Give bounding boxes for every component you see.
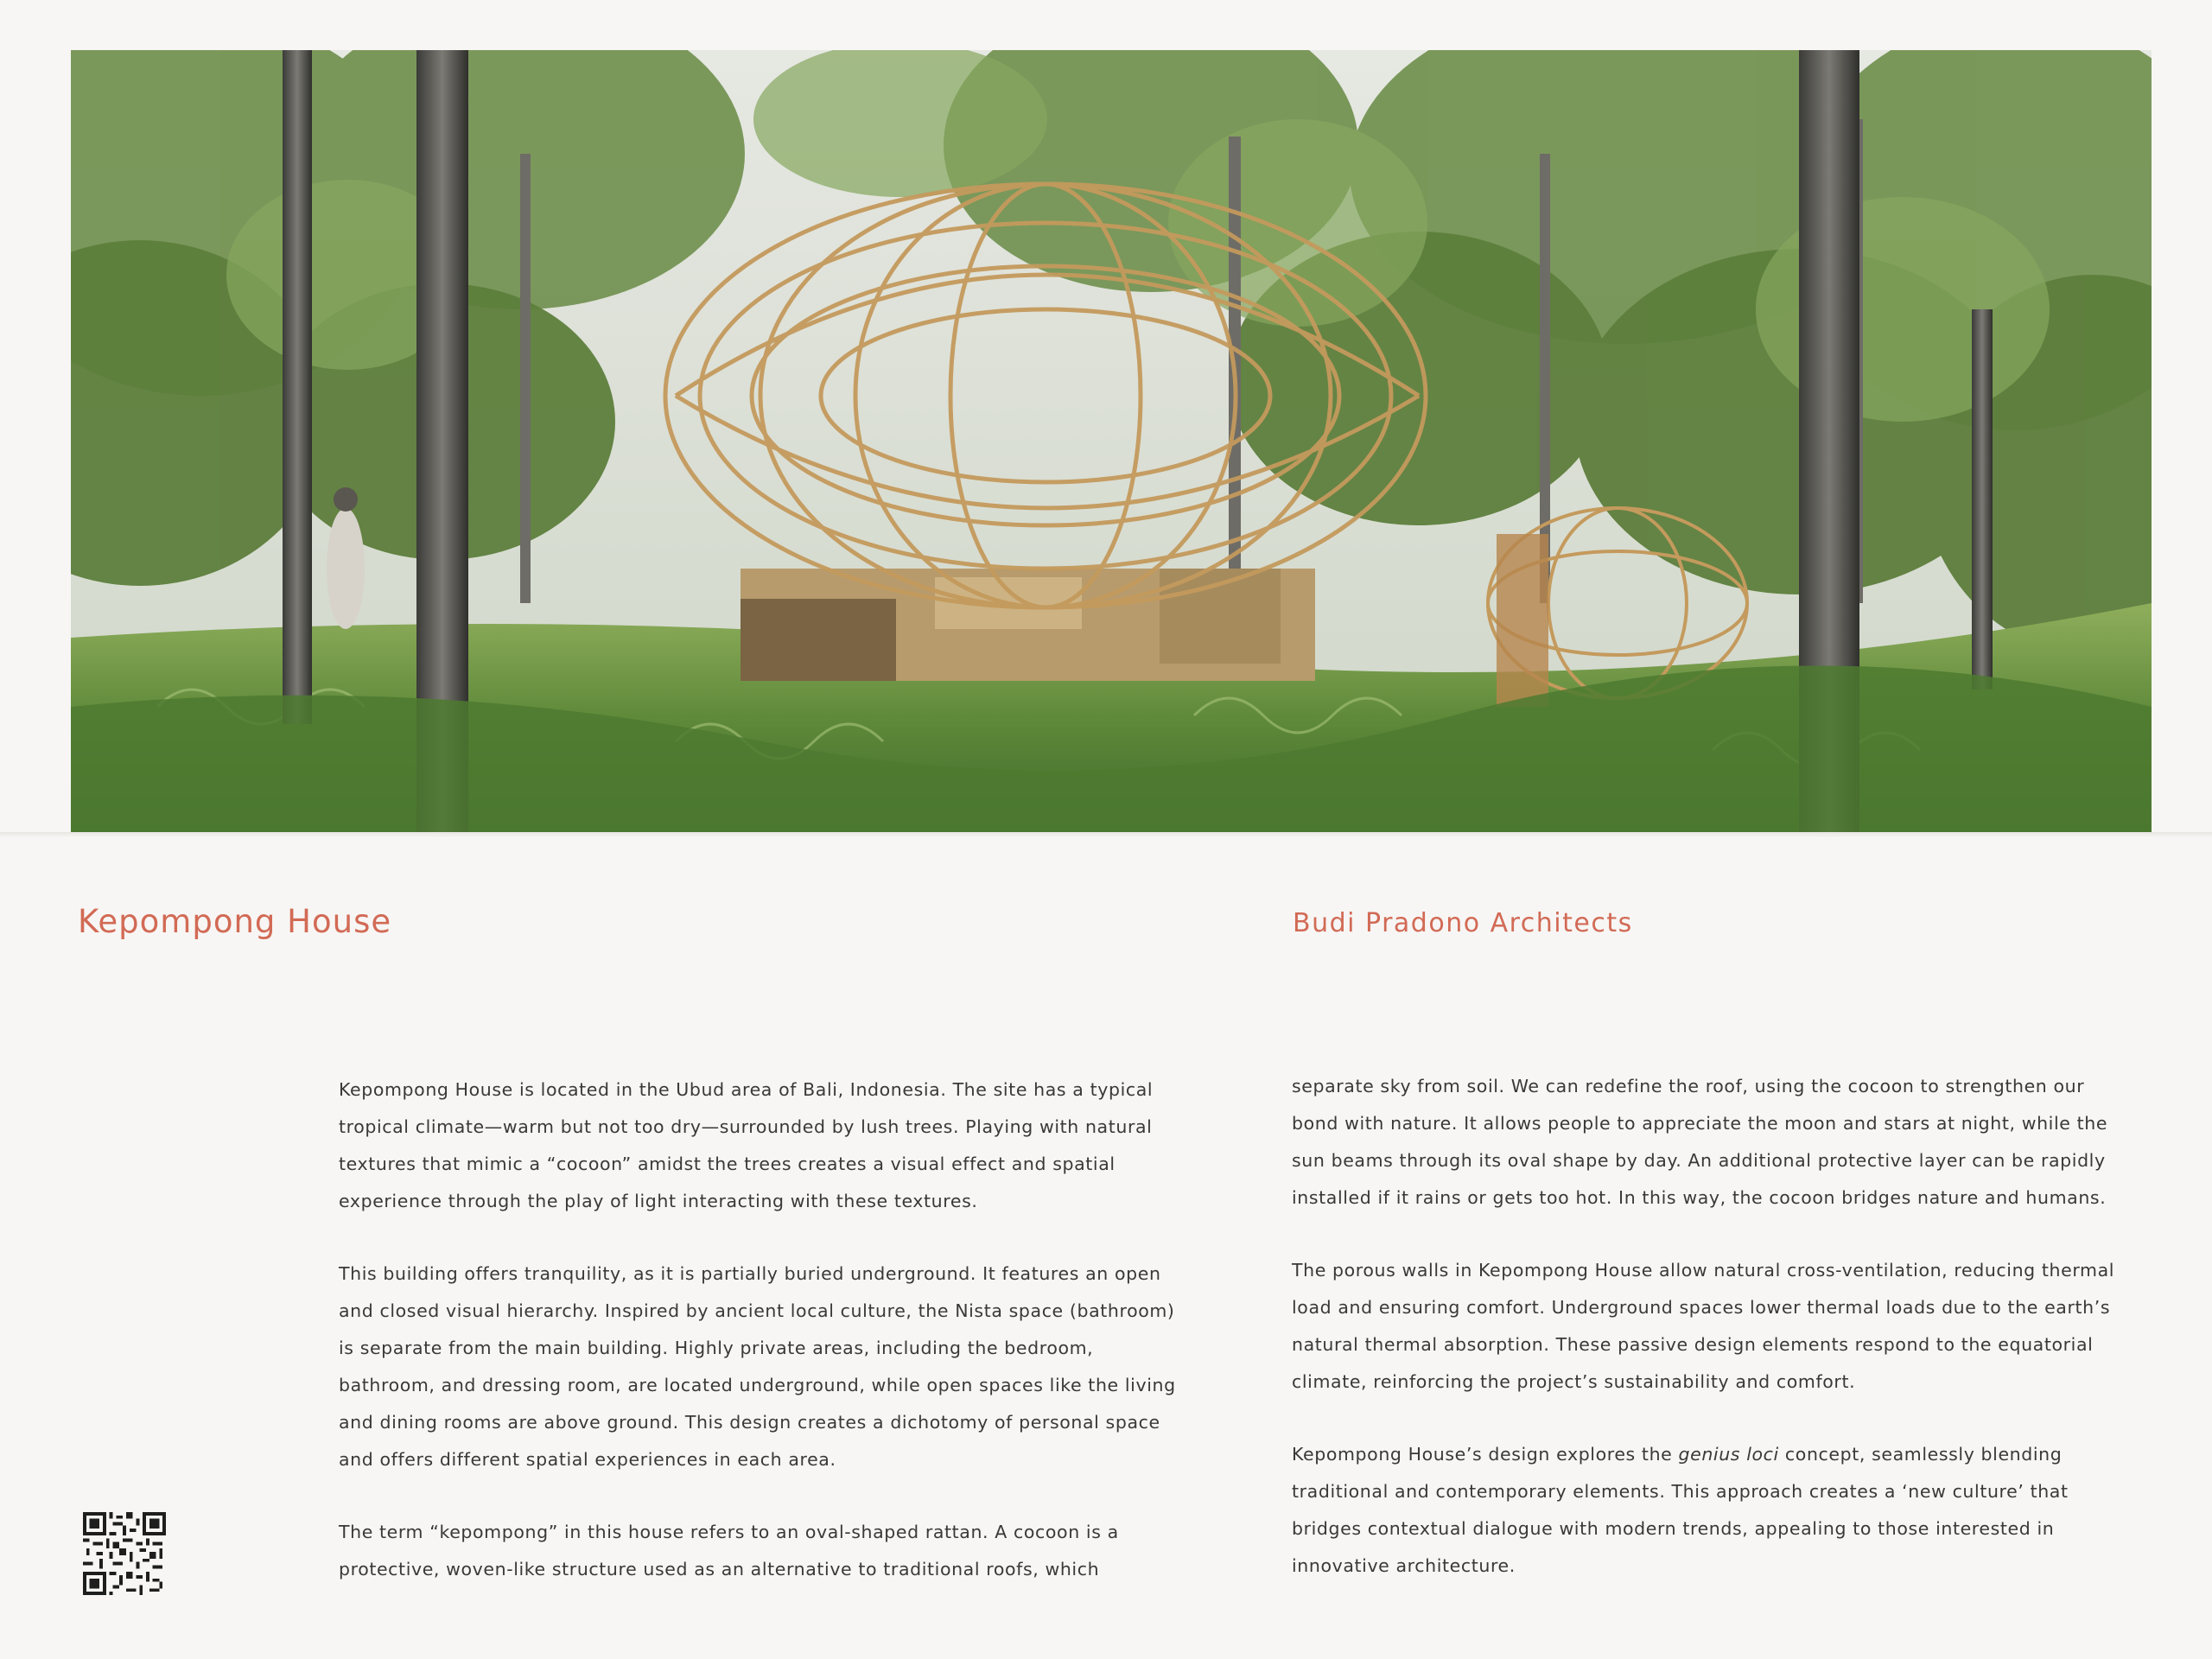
paragraph <box>1292 1252 2114 1401</box>
paragraph <box>1292 1436 2114 1585</box>
text-line: Kepompong House is located in the Ubud area of Bali, Indonesia. The site has a typical <box>339 1079 1154 1100</box>
body-column-left <box>339 1071 1176 1624</box>
text-line: This building offers tranquility, as it is partially buried underground. It features an open <box>339 1263 1161 1284</box>
text-line: and closed visual hierarchy. Inspired by ancient local culture, the Nista space (bathroom) <box>339 1300 1175 1321</box>
qr-code-icon[interactable] <box>83 1512 166 1595</box>
paragraph <box>339 1255 1176 1478</box>
text-line: The porous walls in Kepompong House allow natural cross-ventilation, reducing thermal <box>1292 1260 2115 1281</box>
text-line: separate sky from soil. We can redefine the roof, using the cocoon to strengthen our <box>1292 1076 2085 1096</box>
paragraph <box>339 1071 1176 1220</box>
firm-name: Budi Pradono Architects <box>1293 908 1633 938</box>
text-line: natural thermal absorption. These passive design elements respond to the equatorial <box>1292 1334 2094 1355</box>
text-line: tropical climate—warm but not too dry—surrounded by lush trees. Playing with natural <box>339 1116 1153 1137</box>
text-line: protective, woven-like structure used as an alternative to traditional roofs, which <box>339 1559 1100 1580</box>
text-line: sun beams through its oval shape by day. An additional protective layer can be rapidly <box>1292 1150 2106 1171</box>
paragraph <box>1292 1068 2114 1217</box>
body-column-right <box>1292 1068 2114 1620</box>
text-line: and offers different spatial experiences in each area. <box>339 1449 836 1470</box>
text-line: innovative architecture. <box>1292 1555 1516 1576</box>
page-title: Kepompong House <box>78 903 392 940</box>
paragraph <box>339 1514 1176 1588</box>
text-line: textures that mimic a “cocoon” amidst the trees creates a visual effect and spatial <box>339 1154 1116 1174</box>
page-fold <box>0 832 2212 837</box>
text-line: bathroom, and dressing room, are located underground, while open spaces like the living <box>339 1375 1176 1395</box>
text-line: climate, reinforcing the project’s sustainability and comfort. <box>1292 1371 1856 1392</box>
text-line: The term “kepompong” in this house refers to an oval-shaped rattan. A cocoon is a <box>339 1522 1119 1542</box>
text-line: experience through the play of light interacting with these textures. <box>339 1191 978 1211</box>
text-line: installed if it rains or gets too hot. In this way, the cocoon bridges nature and humans. <box>1292 1187 2107 1208</box>
text-line: load and ensuring comfort. Underground spaces lower thermal loads due to the earth’s <box>1292 1297 2111 1318</box>
text-line: is separate from the main building. Highly private areas, including the bedroom, <box>339 1338 1094 1358</box>
hero-image <box>71 50 2152 832</box>
text-line: Kepompong House’s design explores the genius loci concept, seamlessly blending <box>1292 1444 2063 1465</box>
text-line: bridges contextual dialogue with modern trends, appealing to those interested in <box>1292 1518 2055 1539</box>
text-line: traditional and contemporary elements. This approach creates a ‘new culture’ that <box>1292 1481 2069 1502</box>
forest-cocoon-render <box>71 50 2152 832</box>
italic-term: genius loci <box>1678 1444 1779 1465</box>
text-line: bond with nature. It allows people to appreciate the moon and stars at night, while the <box>1292 1113 2108 1134</box>
text-line: and dining rooms are above ground. This design creates a dichotomy of personal space <box>339 1412 1160 1433</box>
